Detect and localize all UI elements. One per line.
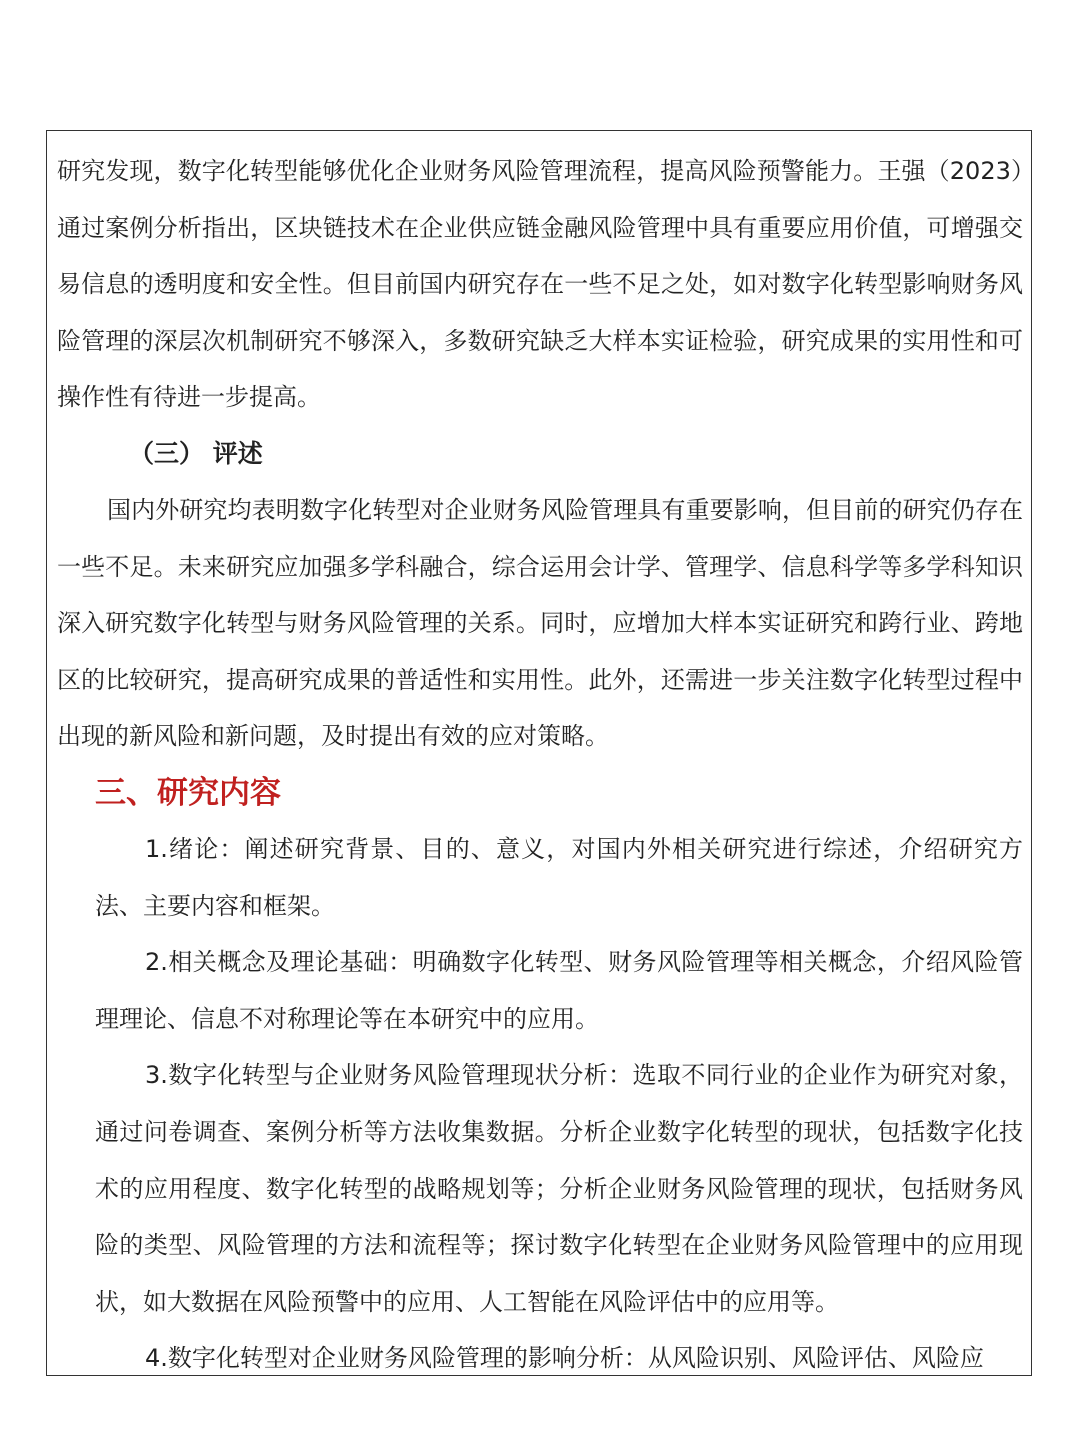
list-item: 3.数字化转型与企业财务风险管理现状分析：选取不同行业的企业作为研究对象，通过问卷调查、案例分析等方法收集数据。分析企业数字化转型的现状，包括数字化技术的应用程度、数字化转型的战略规划等；分析企业财务风险管理的现状，包括财务风险的类型、风险管理的方法和流程等；探讨数字化转型在企业财务风险管理中的应用现状，如大数据在风险预警中的应用、人工智能在风险评估中的应用等。 — [95, 1061, 1023, 1316]
list-item: 1.绪论：阐述研究背景、目的、意义，对国内外相关研究进行综述，介绍研究方法、主要内容和框架。 — [95, 834, 1023, 920]
intro-paragraph: 研究发现，数字化转型能够优化企业财务风险管理流程，提高风险预警能力。王强（2023）通过案例分析指出，区块链技术在企业供应链金融风险管理中具有重要应用价值，可增强交易信息的透明度和安全性。但目前国内研究存在一些不足之处，如对数字化转型影响财务风险管理的深层次机制研究不够深入，多数研究缺乏大样本实证检验，研究成果的实用性和可操作性有待进一步提高。 — [57, 157, 1023, 412]
document-content — [57, 143, 1023, 1376]
list-item: 4.数字化转型对企业财务风险管理的影响分析：从风险识别、风险评估、风险应 — [145, 1344, 984, 1373]
review-paragraph: 国内外研究均表明数字化转型对企业财务风险管理具有重要影响，但目前的研究仍存在一些不足。未来研究应加强多学科融合，综合运用会计学、管理学、信息科学等多学科知识深入研究数字化转型与财务风险管理的关系。同时，应增加大样本实证研究和跨行业、跨地区的比较研究，提高研究成果的普适性和实用性。此外，还需进一步关注数字化转型过程中出现的新风险和新问题，及时提出有效的应对策略。 — [57, 495, 1023, 751]
research-content-list — [57, 821, 1023, 1376]
document-frame — [46, 130, 1032, 1376]
subheading-review: （三） 评述 — [129, 438, 263, 468]
list-item: 2.相关概念及理论基础：明确数字化转型、财务风险管理等相关概念，介绍风险管理理论、信息不对称理论等在本研究中的应用。 — [95, 948, 1023, 1033]
section-title: 三、研究内容 — [95, 774, 281, 811]
